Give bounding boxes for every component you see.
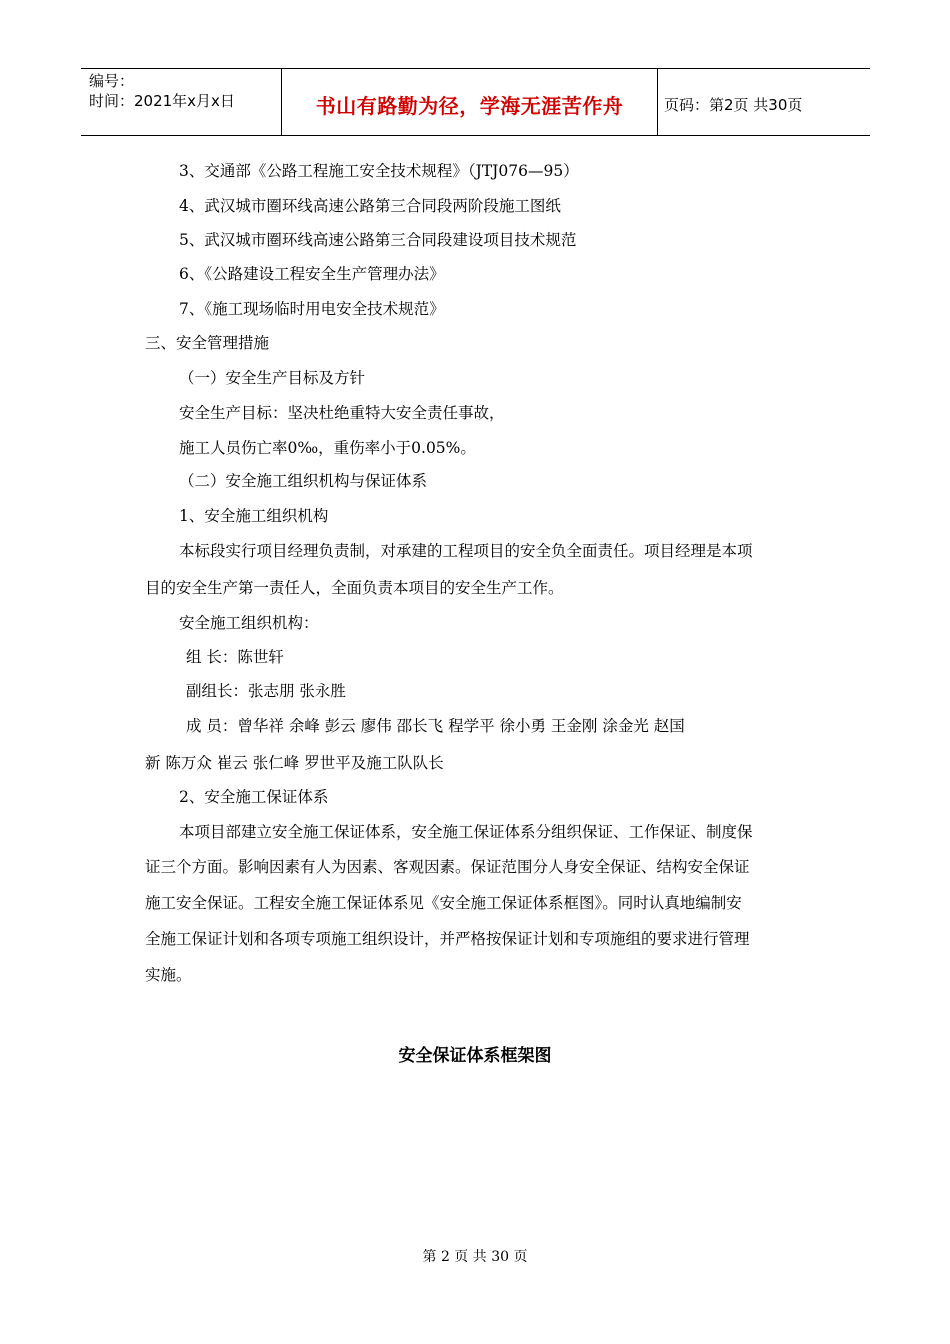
reference-item-6: 6、《公路建设工程安全生产管理办法》 <box>179 265 445 283</box>
members-line: 成 员：曾华祥 余峰 彭云 廖伟 邵长飞 程学平 徐小勇 王金刚 涂金光 赵国 <box>186 717 685 735</box>
paragraph-line: 施工人员伤亡率0‰，重伤率小于0.05%。 <box>179 439 476 457</box>
document-number-label: 编号： <box>89 72 135 90</box>
item-heading-1: 1、安全施工组织机构 <box>179 507 329 525</box>
subsection-heading-1: （一）安全生产目标及方针 <box>179 369 366 387</box>
paragraph-line: 安全施工组织机构： <box>179 614 319 632</box>
document-header <box>81 68 870 136</box>
paragraph-line: 施工安全保证。工程安全施工保证体系见《安全施工保证体系框图》。同时认真地编制安 <box>145 894 742 912</box>
paragraph-line: 证三个方面。影响因素有人为因素、客观因素。保证范围分人身安全保证、结构安全保证 <box>145 858 750 876</box>
reference-item-5: 5、武汉城市圈环线高速公路第三合同段建设项目技术规范 <box>179 231 577 249</box>
paragraph-line: 全施工保证计划和各项专项施工组织设计，并严格按保证计划和专项施组的要求进行管理 <box>145 930 750 948</box>
team-leader-line: 组 长：陈世轩 <box>186 648 284 666</box>
header-meta <box>81 69 282 135</box>
paragraph-line: 实施。 <box>145 966 192 984</box>
item-heading-2: 2、安全施工保证体系 <box>179 788 329 806</box>
reference-item-7: 7、《施工现场临时用电安全技术规范》 <box>179 300 445 318</box>
paragraph-line: 本标段实行项目经理负责制，对承建的工程项目的安全负全面责任。项目经理是本项 <box>179 542 753 560</box>
header-page-info: 页码：第2页 共30页 <box>664 95 803 114</box>
diagram-title: 安全保证体系框架图 <box>398 1046 552 1066</box>
subsection-heading-2: （二）安全施工组织机构与保证体系 <box>179 472 428 490</box>
paragraph-line: 目的安全生产第一责任人，全面负责本项目的安全生产工作。 <box>145 579 564 597</box>
page-footer: 第 2 页 共 30 页 <box>422 1249 528 1265</box>
paragraph-line: 本项目部建立安全施工保证体系，安全施工保证体系分组织保证、工作保证、制度保 <box>179 823 753 841</box>
document-date: 时间：2021年x月x日 <box>89 92 235 110</box>
members-line: 新 陈万众 崔云 张仁峰 罗世平及施工队队长 <box>145 754 444 772</box>
deputy-leader-line: 副组长：张志朋 张永胜 <box>186 682 346 700</box>
reference-item-4: 4、武汉城市圈环线高速公路第三合同段两阶段施工图纸 <box>179 197 561 215</box>
reference-item-3: 3、交通部《公路工程施工安全技术规程》（JTJ076—95） <box>179 162 579 180</box>
header-motto: 书山有路勤为径，学海无涯苦作舟 <box>282 69 658 135</box>
section-heading-3: 三、安全管理措施 <box>145 334 270 352</box>
paragraph-line: 安全生产目标：坚决杜绝重特大安全责任事故， <box>179 404 505 422</box>
